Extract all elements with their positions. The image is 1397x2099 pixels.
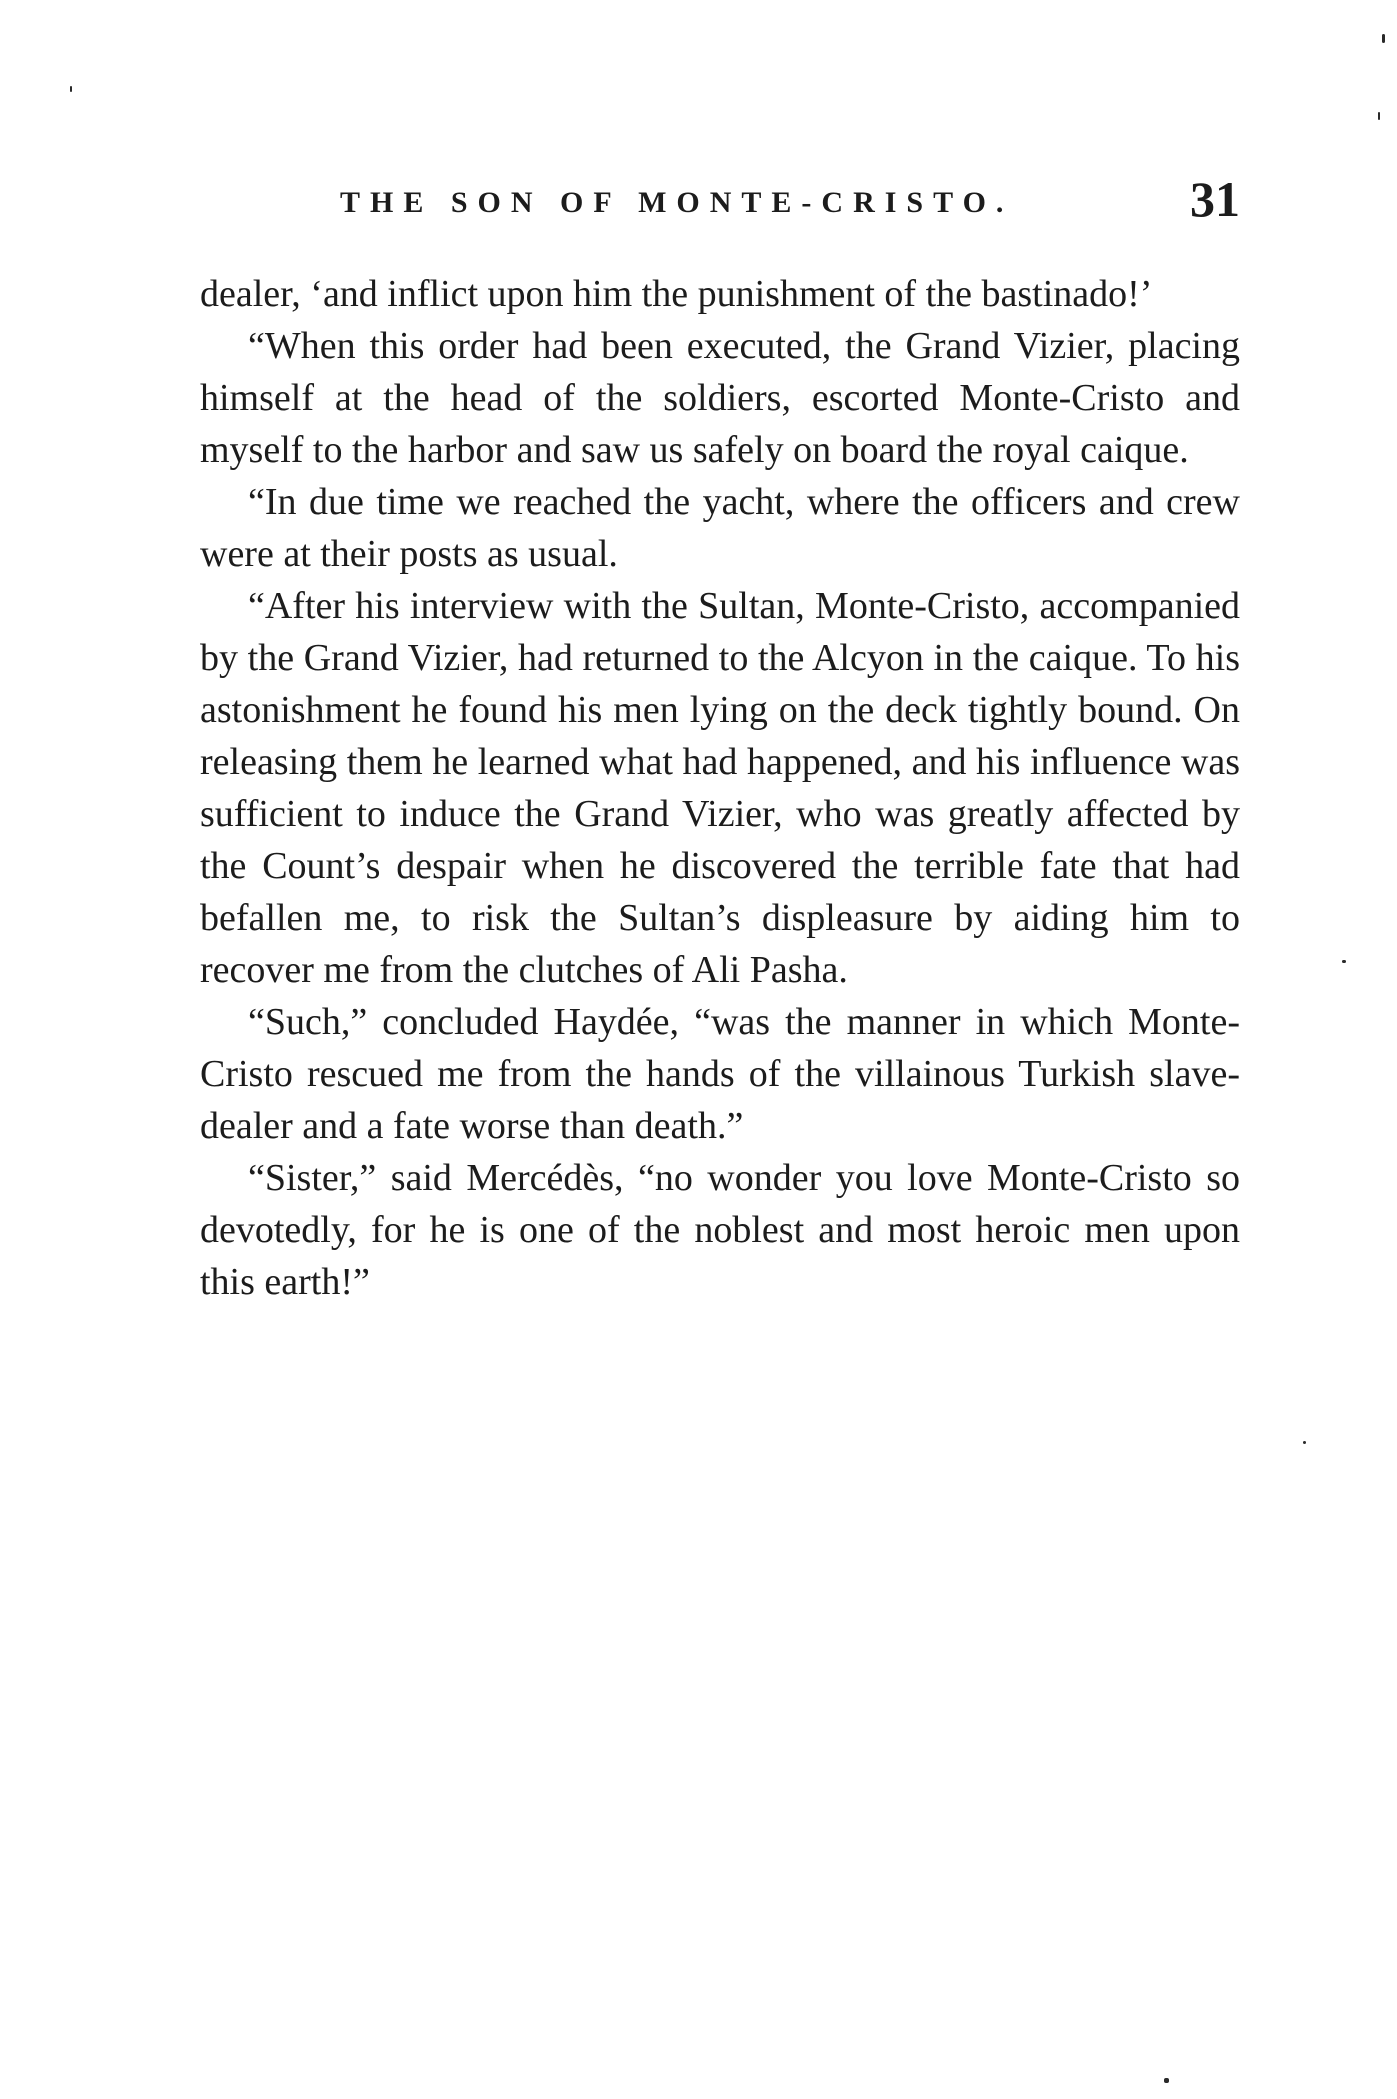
- paragraph: “In due time we reached the yacht, where the officers and crew were at their posts as usual.: [200, 481, 1240, 575]
- scan-speck: [1342, 960, 1346, 963]
- running-head: [200, 168, 1240, 228]
- paragraph: “After his interview with the Sultan, Monte-Cristo, accompanied by the Grand Vizier, had returned to the Alcyon in the caique. To his astonishment he found his men lying on the deck tightly bound. On releasing them he learned what had happened, and his influence was sufficient to induce the Grand Vizier, who was greatly affected by the Count’s despair when he discovered the terrible fate that had befallen me, to risk the Sultan’s displeasure by aiding him to recover me from the clutches of Ali Pasha.: [200, 585, 1240, 991]
- body-text: [200, 268, 1240, 1308]
- paragraph: “Sister,” said Mercédès, “no wonder you love Monte-Cristo so devotedly, for he is one of the noblest and most heroic men upon this earth!”: [200, 1157, 1240, 1303]
- scan-speck: [70, 86, 72, 92]
- scan-speck: [1164, 2078, 1169, 2083]
- scan-speck: [1378, 112, 1380, 120]
- running-title: THE SON OF MONTE-CRISTO.: [340, 186, 1014, 219]
- paragraph: “When this order had been executed, the Grand Vizier, placing himself at the head of the soldiers, escorted Monte-Cristo and myself to the harbor and saw us safely on board the royal caique.: [200, 325, 1240, 471]
- scan-speck: [1303, 1441, 1306, 1444]
- scan-speck: [1382, 34, 1385, 43]
- paragraph: dealer, ‘and inflict upon him the punishment of the bastinado!’: [200, 273, 1153, 315]
- paragraph: “Such,” concluded Haydée, “was the manner in which Monte-Cristo rescued me from the hands of the villainous Turkish slave-dealer and a fate worse than death.”: [200, 1001, 1240, 1147]
- page-number: 31: [1190, 171, 1240, 227]
